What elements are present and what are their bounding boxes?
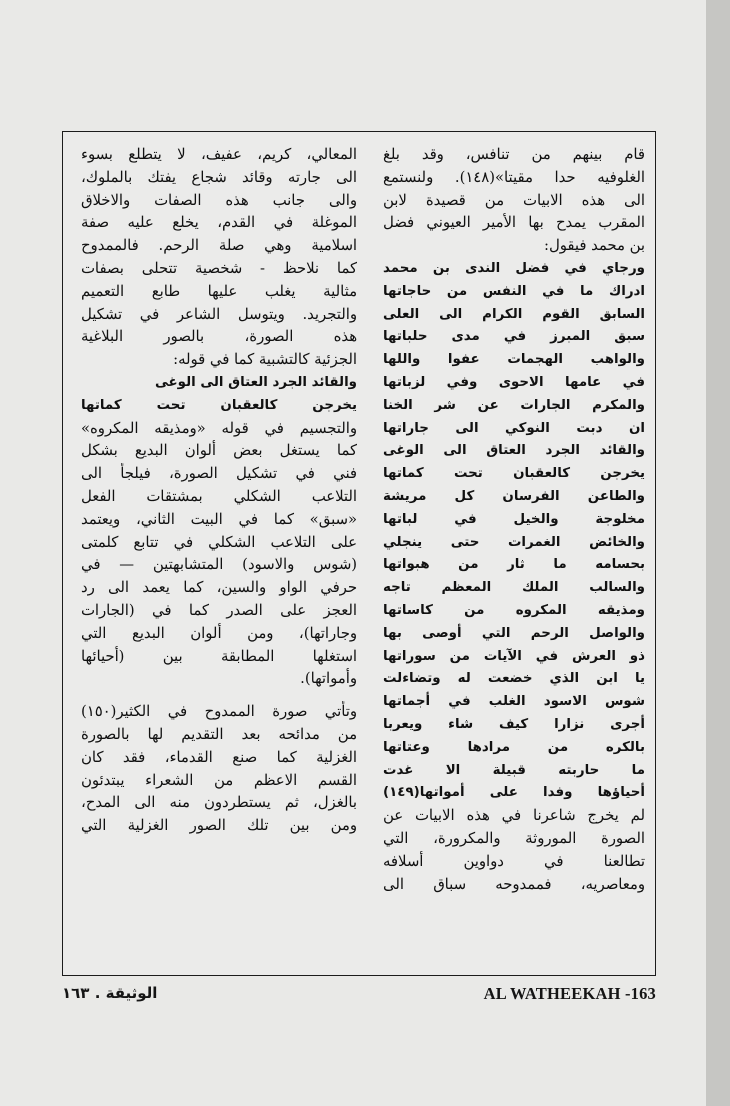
text-line: كما نلاحظ - شخصية تتحلى بصفات — [81, 259, 357, 277]
text-line: المعالي، كريم، عفيف، لا يتطلع بسوء — [81, 146, 357, 163]
verse-line: السابق القوم الكرام الى العلى — [383, 306, 645, 322]
verse-line: يخرجن كالعقبان تحت كماتها — [383, 466, 645, 482]
verse-line: ورجاي في فضل الندى بن محمد — [383, 260, 645, 276]
verse-line: مخلوجة والخيل في لباتها — [383, 511, 645, 527]
verse-line: والخائض الغمرات حتى ينجلي — [383, 534, 645, 550]
text-line: قام بينهم من تنافس، وقد بلغ — [383, 146, 645, 163]
verse-line: في عامها الاحوى وفي لزباتها — [383, 374, 645, 390]
text-line: وأمواتها). — [300, 670, 357, 688]
verse-line: والواهب الهجمات عفوا واللها — [383, 352, 645, 368]
text-line: وتأتي صورة الممدوح في الكثير(١٥٠) — [81, 703, 357, 721]
text-line: والتجريد. ويتوسل الشاعر في تشكيل — [81, 305, 357, 323]
right-text-column — [383, 144, 645, 896]
text-line: تطالعنا في دواوين أسلافه — [383, 852, 645, 870]
text-line: هذه الصورة، بالصور البلاغية — [81, 328, 357, 346]
text-line: كما يستغل بعض ألوان البديع بشكل — [81, 442, 357, 460]
text-line: التلاعب الشكلي بمشتقات الفعل — [81, 487, 357, 505]
text-line: ومعاصريه، فممدوحه سباق الى — [383, 875, 645, 893]
text-line: المقرب يمدح بها الأمير العيوني فضل — [383, 214, 645, 232]
text-frame — [62, 131, 656, 976]
text-line: استغلها المطابقة بين (أحيائها — [81, 647, 357, 665]
text-line: بالغزل، ثم يستطردون منه الى المدح، — [81, 794, 357, 812]
verse-line: يا ابن الذي خضعت له وتضاءلت — [383, 671, 645, 687]
text-line: الى جارته وقائد شجاع يفتك بالملوك، — [81, 168, 357, 186]
text-line: اسلامية وهي صلة الرحم. فالممدوح — [81, 237, 357, 255]
verse-line: يخرجن كالعقبان تحت كماتها — [81, 397, 357, 413]
text-line: بن محمد فيقول: — [544, 237, 645, 255]
footer-journal-title: AL WATHEEKAH -163 — [483, 984, 656, 1003]
verse-line: والواصل الرحم التي أوصى بها — [383, 625, 645, 641]
text-line: القسم الاعظم من الشعراء يبتدئون — [81, 771, 357, 789]
text-line: الجزئية كالتشبية كما في قوله: — [173, 351, 357, 369]
text-line: لم يخرج شاعرنا في هذه الابيات عن — [383, 807, 645, 825]
verse-line: أجرى نزارا كيف شاء ويعربا — [383, 716, 645, 732]
text-line: على التلاعب الشكلي في تتابع كلمتى — [81, 533, 357, 551]
text-line: الغزلية كما صنع القدماء، فقد كان — [81, 748, 357, 766]
text-line: والتجسيم في قوله «ومذيقه المكروه» — [81, 419, 357, 437]
text-line: من مدائحه بعد التقديم لها بالصورة — [81, 725, 357, 743]
verse-line: ما حاربته قبيلة الا غدت — [383, 762, 645, 778]
page-edge-shadow — [706, 0, 730, 1106]
text-line: والى جانب هذه الصفات والاخلاق — [81, 191, 357, 209]
left-text-column — [81, 144, 357, 838]
verse-line: ان دبت النوكي الى جاراتها — [383, 420, 645, 436]
verse-line: والطاعن الفرسان كل مريشة — [383, 488, 645, 504]
footer-page-number: الوثيقة . ١٦٣ — [62, 984, 158, 1002]
text-line: العجز على الصدر كما في (الجارات — [81, 601, 357, 619]
verse-line: ذو العرش في الآيات من سوراتها — [383, 648, 645, 664]
verse-line: ادراك ما في النفس من حاجاتها — [383, 283, 645, 299]
text-line: (شوس والاسود) المتشابهتين — في — [81, 556, 357, 574]
text-line: مثالية يغلب عليها طابع التعميم — [81, 282, 357, 300]
text-line: ومن بين تلك الصور الغزلية التي — [81, 817, 357, 835]
verse-line: ومذيقه المكروه من كاساتها — [383, 602, 645, 618]
text-line: فني في تشكيل الصورة، فيلجأ الى — [81, 465, 357, 483]
verse-line: أحياؤها وفدا على أمواتها(١٤٩) — [383, 785, 645, 801]
verse-line: بالكره من مرادها وعتاتها — [383, 739, 645, 755]
text-line: «سبق» كما في البيت الثاني، ويعتمد — [81, 510, 357, 528]
verse-line: والقائد الجرد العتاق الى الوغى — [383, 443, 645, 459]
verse-line: والقائد الجرد العتاق الى الوغى — [154, 374, 357, 390]
verse-line: سبق المبرز في مدى حلباتها — [383, 329, 645, 345]
text-line: الى هذه الابيات من قصيدة لابن — [383, 191, 645, 209]
verse-line: بحسامه ما ثار من هبواتها — [383, 557, 645, 573]
verse-line: شوس الاسود الغلب في أجماتها — [383, 694, 645, 710]
text-line: وجاراتها)، ومن ألوان البديع التي — [81, 624, 357, 642]
text-line: الصورة الموروثة والمكرورة، التي — [383, 829, 645, 847]
text-line: حرفي الواو والسين، كما يعمد الى رد — [81, 579, 357, 597]
text-line: الموغلة في القدم، يخلع عليه صفة — [81, 214, 357, 232]
verse-line: والسالب الملك المعظم تاجه — [383, 580, 645, 596]
text-line: الغلوفيه حدا مقيتا»(١٤٨). ولنستمع — [383, 168, 645, 186]
verse-line: والمكرم الجارات عن شر الخنا — [383, 397, 645, 413]
